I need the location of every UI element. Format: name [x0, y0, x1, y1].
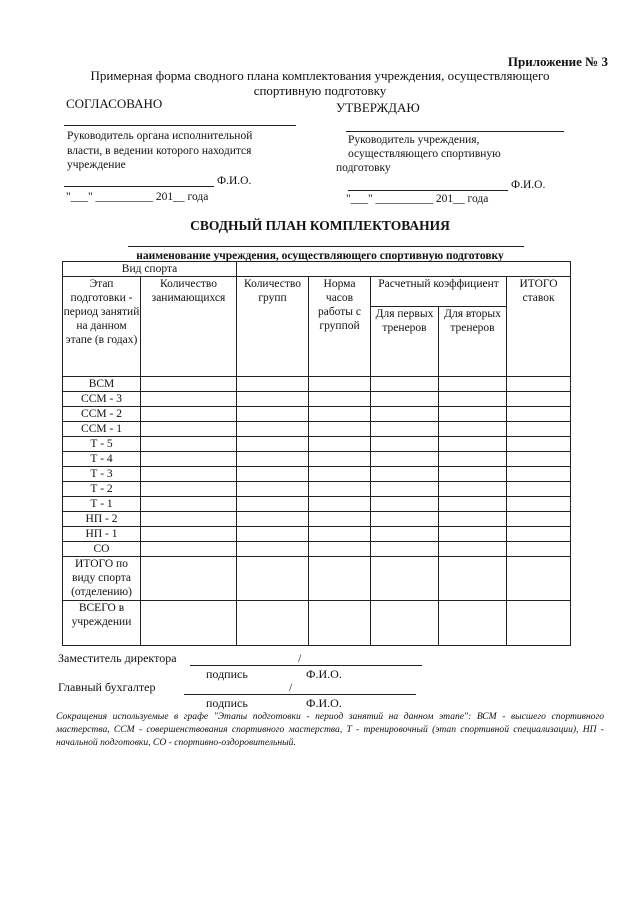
table-cell[interactable] — [371, 512, 439, 527]
table-cell[interactable] — [507, 527, 571, 542]
table-cell[interactable] — [371, 527, 439, 542]
stage-label: СО — [63, 542, 141, 557]
table-cell[interactable] — [371, 392, 439, 407]
table-cell[interactable] — [141, 392, 237, 407]
table-cell[interactable] — [237, 601, 309, 646]
agreed-line-1: Руководитель органа исполнительной — [67, 130, 253, 142]
table-cell[interactable] — [309, 601, 371, 646]
table-cell[interactable] — [507, 452, 571, 467]
table-cell[interactable] — [141, 437, 237, 452]
table-cell[interactable] — [371, 601, 439, 646]
table-cell[interactable] — [237, 497, 309, 512]
table-row — [63, 512, 571, 527]
approve-fio-rule — [348, 190, 508, 191]
header-row-1 — [63, 277, 571, 307]
total-sport-label: ИТОГО по виду спорта (отделению) — [63, 557, 141, 601]
approve-line-2: осуществляющего спортивную — [348, 148, 501, 160]
table-cell[interactable] — [141, 482, 237, 497]
table-cell[interactable] — [439, 601, 507, 646]
table-cell[interactable] — [237, 542, 309, 557]
table-cell[interactable] — [309, 392, 371, 407]
table-cell[interactable] — [371, 467, 439, 482]
appendix-label: Приложение № 3 — [507, 54, 608, 69]
stage-label: ССМ - 3 — [63, 392, 141, 407]
col-coef-header: Расчетный коэффициент — [371, 277, 507, 307]
table-cell[interactable] — [237, 452, 309, 467]
col-count-header: Количество занимающихся — [141, 277, 237, 377]
table-row — [63, 527, 571, 542]
table-cell[interactable] — [371, 377, 439, 392]
table-cell[interactable] — [237, 467, 309, 482]
table-row — [63, 392, 571, 407]
agreed-line-2: власти, в ведении которого находится — [67, 145, 252, 157]
table-cell[interactable] — [237, 512, 309, 527]
table-cell[interactable] — [237, 407, 309, 422]
table-cell[interactable] — [439, 527, 507, 542]
stage-label: Т - 5 — [63, 437, 141, 452]
approve-header: УТВЕРЖДАЮ — [336, 100, 420, 115]
table-cell[interactable] — [237, 422, 309, 437]
table-row — [63, 377, 571, 392]
table-cell[interactable] — [309, 512, 371, 527]
table-cell[interactable] — [507, 467, 571, 482]
accountant-sign-caption: подпись — [206, 696, 248, 710]
stage-label: НП - 2 — [63, 512, 141, 527]
table-cell[interactable] — [507, 407, 571, 422]
table-cell[interactable] — [507, 601, 571, 646]
table-cell[interactable] — [371, 437, 439, 452]
table-cell[interactable] — [439, 437, 507, 452]
table-cell[interactable] — [237, 527, 309, 542]
table-cell[interactable] — [371, 422, 439, 437]
table-cell[interactable] — [309, 527, 371, 542]
table-cell[interactable] — [507, 377, 571, 392]
table-cell[interactable] — [309, 407, 371, 422]
table-cell[interactable] — [439, 542, 507, 557]
table-cell[interactable] — [309, 497, 371, 512]
table-cell[interactable] — [507, 512, 571, 527]
deputy-sign-line[interactable] — [190, 665, 422, 666]
accountant-slash: / — [289, 680, 293, 694]
abbreviations-footnote: Сокращения используемые в графе "Этапы подготовки - период занятий на данном этапе": ВСМ - высшего спортивного мастерства, ССМ - совершенствования спортивного мастерства, Т - тренировочный (этап спортивной специализации), НП - начальной подготовки, СО - спортивно-оздоровительный. — [56, 711, 604, 748]
main-title: СВОДНЫЙ ПЛАН КОМПЛЕКТОВАНИЯ — [190, 218, 450, 233]
agreed-rule — [64, 125, 296, 126]
table-cell[interactable] — [439, 557, 507, 601]
table-cell[interactable] — [507, 542, 571, 557]
deputy-sign-caption: подпись — [206, 667, 248, 681]
sport-kind-label: Вид спорта — [63, 262, 237, 277]
table-cell[interactable] — [439, 422, 507, 437]
table-cell[interactable] — [309, 422, 371, 437]
col-second-header: Для вторых тренеров — [439, 307, 507, 377]
table-cell[interactable] — [371, 542, 439, 557]
table-cell[interactable] — [439, 512, 507, 527]
table-row — [63, 542, 571, 557]
stage-label: Т - 3 — [63, 467, 141, 482]
approve-line-1: Руководитель учреждения, — [348, 134, 480, 146]
agreed-fio-rule — [64, 186, 214, 187]
table-cell[interactable] — [309, 542, 371, 557]
table-row — [63, 482, 571, 497]
table-cell[interactable] — [439, 467, 507, 482]
table-cell[interactable] — [237, 392, 309, 407]
table-cell[interactable] — [371, 497, 439, 512]
table-cell[interactable] — [309, 482, 371, 497]
table-row — [63, 422, 571, 437]
sport-kind-value[interactable] — [237, 262, 571, 277]
col-groups-header: Количество групп — [237, 277, 309, 377]
table-cell[interactable] — [141, 497, 237, 512]
table-cell[interactable] — [141, 407, 237, 422]
col-stage-header: Этап подготовки - период занятий на данном этапе (в годах) — [63, 277, 141, 377]
table-row — [63, 407, 571, 422]
institution-label: наименование учреждения, осуществляющего спортивную подготовку — [136, 250, 504, 262]
stage-label: ССМ - 1 — [63, 422, 141, 437]
table-cell[interactable] — [507, 392, 571, 407]
total-inst-row — [63, 601, 571, 646]
sport-kind-row — [63, 262, 571, 277]
total-sport-row — [63, 557, 571, 601]
approve-date: "___" __________ 201__ года — [346, 193, 489, 205]
table-cell[interactable] — [507, 497, 571, 512]
table-cell[interactable] — [309, 437, 371, 452]
stage-label: Т - 4 — [63, 452, 141, 467]
agreed-header: СОГЛАСОВАНО — [66, 96, 163, 111]
table-cell[interactable] — [371, 407, 439, 422]
table-cell[interactable] — [371, 482, 439, 497]
table-cell[interactable] — [141, 542, 237, 557]
agreed-date: "___" __________ 201__ года — [66, 191, 209, 203]
table-cell[interactable] — [237, 377, 309, 392]
table-cell[interactable] — [439, 377, 507, 392]
stage-label: ВСМ — [63, 377, 141, 392]
approve-fio: Ф.И.О. — [511, 179, 546, 191]
agreed-fio: Ф.И.О. — [217, 175, 252, 187]
accountant-fio-caption: Ф.И.О. — [306, 696, 342, 710]
agreed-line-3: учреждение — [67, 159, 126, 171]
table-cell[interactable] — [141, 377, 237, 392]
deputy-slash: / — [298, 651, 302, 665]
stage-label: НП - 1 — [63, 527, 141, 542]
table-row — [63, 467, 571, 482]
table-cell[interactable] — [309, 467, 371, 482]
col-total-header: ИТОГО ставок — [507, 277, 571, 377]
table-cell[interactable] — [439, 407, 507, 422]
table-cell[interactable] — [141, 601, 237, 646]
form-title-line-2: спортивную подготовку — [253, 83, 387, 98]
table-cell[interactable] — [439, 482, 507, 497]
table-cell[interactable] — [309, 452, 371, 467]
table-cell[interactable] — [439, 452, 507, 467]
total-inst-label: ВСЕГО в учреждении — [63, 601, 141, 646]
form-title-line-1: Примерная форма сводного плана комплектования учреждения, осуществляющего — [90, 68, 550, 83]
table-cell[interactable] — [371, 557, 439, 601]
table-cell[interactable] — [309, 377, 371, 392]
table-cell[interactable] — [141, 512, 237, 527]
institution-rule — [128, 246, 524, 247]
deputy-label: Заместитель директора — [58, 651, 177, 665]
accountant-sign-line[interactable] — [184, 694, 416, 695]
table-cell[interactable] — [439, 497, 507, 512]
table-cell[interactable] — [141, 557, 237, 601]
table-cell[interactable] — [371, 452, 439, 467]
accountant-label: Главный бухгалтер — [58, 680, 156, 694]
deputy-fio-caption: Ф.И.О. — [306, 667, 342, 681]
stage-label: ССМ - 2 — [63, 407, 141, 422]
table-cell[interactable] — [141, 452, 237, 467]
table-cell[interactable] — [141, 422, 237, 437]
staffing-plan-table — [62, 261, 571, 646]
table-cell[interactable] — [309, 557, 371, 601]
table-cell[interactable] — [507, 557, 571, 601]
table-row — [63, 497, 571, 512]
table-cell[interactable] — [237, 482, 309, 497]
table-row — [63, 452, 571, 467]
table-cell[interactable] — [507, 437, 571, 452]
stage-rows — [63, 377, 571, 557]
stage-label: Т - 1 — [63, 497, 141, 512]
col-first-header: Для первых тренеров — [371, 307, 439, 377]
table-cell[interactable] — [141, 527, 237, 542]
table-cell[interactable] — [507, 422, 571, 437]
table-cell[interactable] — [237, 557, 309, 601]
stage-label: Т - 2 — [63, 482, 141, 497]
table-cell[interactable] — [141, 467, 237, 482]
approve-rule — [346, 131, 564, 132]
col-hours-header: Норма часов работы с группой — [309, 277, 371, 377]
table-row — [63, 437, 571, 452]
table-cell[interactable] — [439, 392, 507, 407]
approve-line-3: подготовку — [336, 162, 391, 174]
table-cell[interactable] — [507, 482, 571, 497]
table-cell[interactable] — [237, 437, 309, 452]
